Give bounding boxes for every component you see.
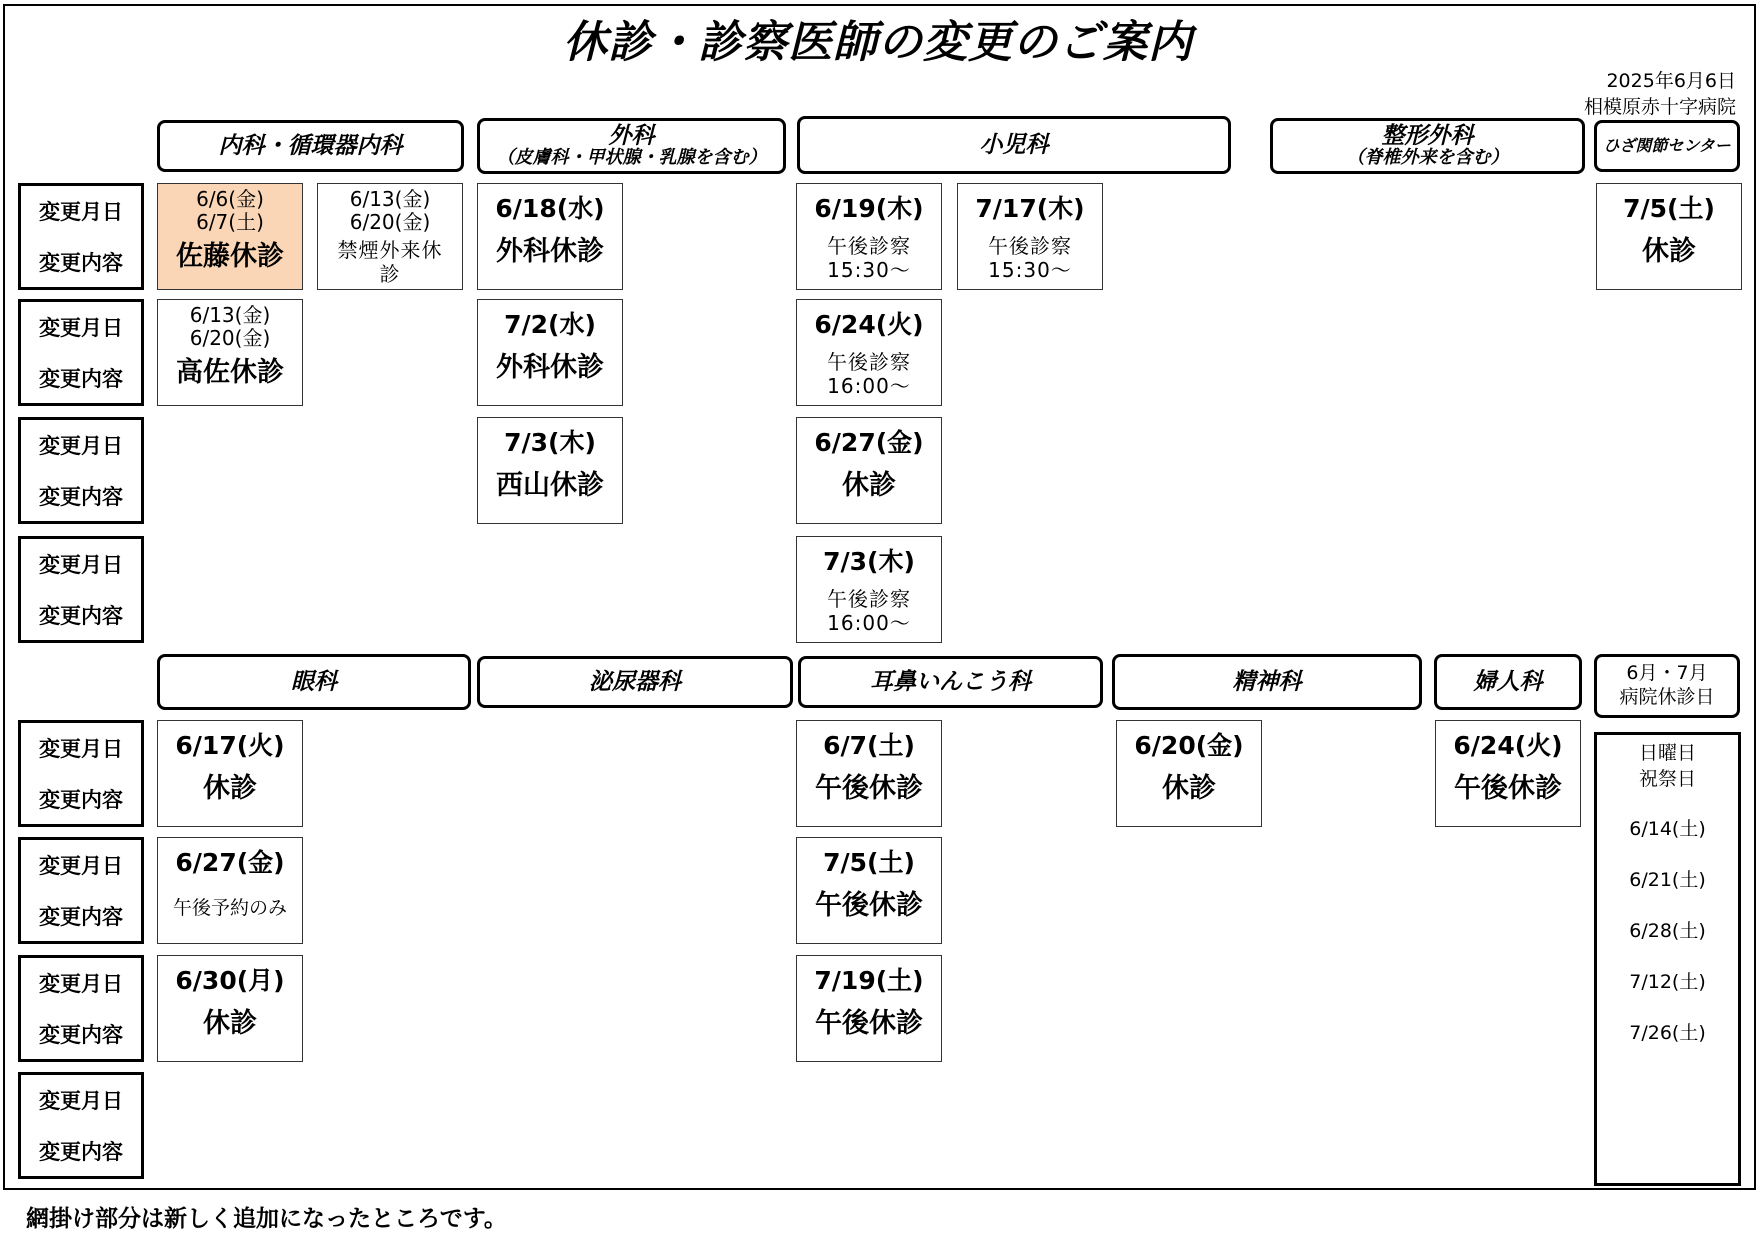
change-date: 6/27(金) [175, 848, 285, 877]
row-label-content: 変更内容 [39, 787, 123, 812]
page-title: 休診・診察医師の変更のご案内 [563, 17, 1193, 68]
dept-sublabel: （脊椎外来を含む） [1346, 146, 1509, 168]
change-date: 6/20(金) [349, 210, 431, 234]
row-label-date: 変更月日 [39, 434, 123, 459]
change-time: 15:30～ [988, 257, 1072, 282]
dept-label: 精神科 [1232, 668, 1302, 695]
schedule-card [157, 720, 303, 827]
schedule-card [1116, 720, 1262, 827]
schedule-card [157, 837, 303, 944]
change-date: 6/24(火) [1453, 731, 1563, 760]
row-label-content: 変更内容 [39, 603, 123, 628]
row-label [18, 536, 144, 643]
change-content: 休診 [1162, 772, 1216, 804]
dept-pediatrics [797, 116, 1231, 174]
row-label-date: 変更月日 [39, 972, 123, 997]
dept-ophthalmology [157, 654, 471, 710]
holiday-date: 7/12(土) [1629, 971, 1706, 994]
dept-label: 耳鼻いんこう科 [870, 668, 1031, 695]
change-content: 高佐休診 [176, 357, 284, 388]
change-date: 6/17(火) [175, 731, 285, 760]
row-label-date: 変更月日 [39, 854, 123, 879]
schedule-card [796, 417, 942, 524]
change-content: 外科休診 [496, 351, 604, 383]
hospital-name: 相模原赤十字病院 [1583, 96, 1736, 118]
change-content: 佐藤休診 [176, 241, 284, 272]
dept-label: ひざ関節センター [1603, 135, 1731, 155]
row-label [18, 720, 144, 827]
change-time: 16:00～ [827, 373, 911, 398]
change-date: 6/6(金) [196, 187, 264, 211]
change-content: 午後診察 [988, 233, 1072, 258]
schedule-card [796, 536, 942, 643]
change-content: 午後休診 [815, 1007, 923, 1039]
holiday-date: 6/14(土) [1629, 818, 1706, 841]
row-label-date: 変更月日 [39, 200, 123, 225]
holiday-regular [1597, 741, 1738, 792]
change-date: 6/7(土) [823, 731, 915, 760]
schedule-card-new [157, 183, 303, 290]
schedule-card [477, 183, 623, 290]
schedule-card [796, 955, 942, 1062]
row-label-date: 変更月日 [39, 737, 123, 762]
holiday-header [1594, 654, 1740, 718]
holiday-list [1594, 732, 1741, 1186]
change-content: 午後診察 [827, 233, 911, 258]
dept-psychiatry [1112, 654, 1422, 710]
change-content: 午後休診 [1454, 772, 1562, 804]
dept-knee-center [1594, 120, 1740, 172]
dept-label: 内科・循環器内科 [218, 132, 403, 159]
change-date: 6/24(火) [814, 310, 924, 339]
schedule-card [1435, 720, 1581, 827]
schedule-card [796, 183, 942, 290]
change-date: 7/5(土) [1623, 194, 1715, 223]
dept-label: 泌尿器科 [589, 668, 681, 695]
change-content: 午後休診 [815, 772, 923, 804]
change-content: 外科休診 [496, 235, 604, 267]
footnote: 網掛け部分は新しく追加になったところです。 [26, 1206, 507, 1232]
dept-gynecology [1434, 654, 1582, 710]
holiday-header-months: 6月・7月 [1626, 662, 1708, 685]
holiday-sundays: 日曜日 [1638, 742, 1696, 764]
row-label [18, 299, 144, 406]
change-content: 午後休診 [815, 889, 923, 921]
dept-sublabel: （皮膚科・甲状腺・乳腺を含む） [496, 146, 767, 168]
dept-orthopedics [1270, 118, 1585, 174]
schedule-card [796, 299, 942, 406]
holiday-date: 6/28(土) [1629, 920, 1706, 943]
change-date: 7/3(木) [823, 547, 915, 576]
change-content: 休診 [203, 772, 257, 804]
row-label [18, 183, 144, 290]
row-label [18, 837, 144, 944]
dept-surgery [477, 118, 786, 174]
change-date: 7/2(水) [504, 310, 596, 339]
schedule-card [477, 417, 623, 524]
change-date: 6/18(水) [495, 194, 605, 223]
change-date: 6/20(金) [189, 326, 271, 350]
schedule-card [796, 837, 942, 944]
change-content: 午後診察 [827, 586, 911, 611]
row-label-date: 変更月日 [39, 316, 123, 341]
change-content: 西山休診 [496, 469, 604, 501]
dept-label: 小児科 [979, 131, 1049, 158]
holiday-national: 祝祭日 [1638, 767, 1696, 790]
issue-date: 2025年6月6日 [1606, 70, 1736, 92]
row-label-content: 変更内容 [39, 904, 123, 929]
row-label [18, 955, 144, 1062]
change-content: 休診 [203, 1007, 257, 1039]
change-date: 6/30(月) [175, 966, 285, 995]
change-time: 15:30～ [827, 257, 911, 282]
change-date: 6/19(木) [814, 194, 924, 223]
row-label [18, 417, 144, 524]
row-label-date: 変更月日 [39, 1089, 123, 1114]
row-label-content: 変更内容 [39, 250, 123, 275]
dept-urology [477, 656, 793, 708]
change-content: 休診 [1642, 235, 1696, 267]
schedule-card [957, 183, 1103, 290]
change-time: 16:00～ [827, 610, 911, 635]
dept-label: 眼科 [291, 668, 337, 695]
schedule-card [157, 955, 303, 1062]
dept-internal-medicine [157, 120, 464, 172]
row-label-content: 変更内容 [39, 484, 123, 509]
row-label-date: 変更月日 [39, 553, 123, 578]
holiday-date: 7/26(土) [1629, 1022, 1706, 1045]
change-content: 午後予約のみ [172, 896, 287, 919]
row-label [18, 1072, 144, 1179]
change-date: 7/19(土) [814, 966, 924, 995]
change-content: 午後診察 [827, 349, 911, 374]
row-label-content: 変更内容 [39, 1022, 123, 1047]
schedule-card [317, 183, 463, 290]
change-date: 7/3(木) [504, 428, 596, 457]
dept-label: 婦人科 [1473, 668, 1543, 695]
schedule-card [157, 299, 303, 406]
schedule-card [1596, 183, 1742, 290]
change-date: 7/5(土) [823, 848, 915, 877]
schedule-card [477, 299, 623, 406]
schedule-card [796, 720, 942, 827]
dept-label: 整形外科 [1381, 123, 1474, 150]
change-date: 6/7(土) [196, 210, 264, 234]
holiday-date: 6/21(土) [1629, 869, 1706, 892]
row-label-content: 変更内容 [39, 1139, 123, 1164]
change-content: 禁煙外来休診 [337, 238, 443, 286]
holiday-header-title: 病院休診日 [1619, 686, 1715, 708]
dept-label: 外科 [608, 123, 655, 150]
change-content: 休診 [842, 469, 896, 501]
change-date: 7/17(木) [975, 194, 1085, 223]
dept-ent [798, 656, 1103, 708]
row-label-content: 変更内容 [39, 366, 123, 391]
change-date: 6/13(金) [189, 303, 271, 327]
change-date: 6/13(金) [349, 187, 431, 211]
change-date: 6/20(金) [1134, 731, 1244, 760]
change-date: 6/27(金) [814, 428, 924, 457]
